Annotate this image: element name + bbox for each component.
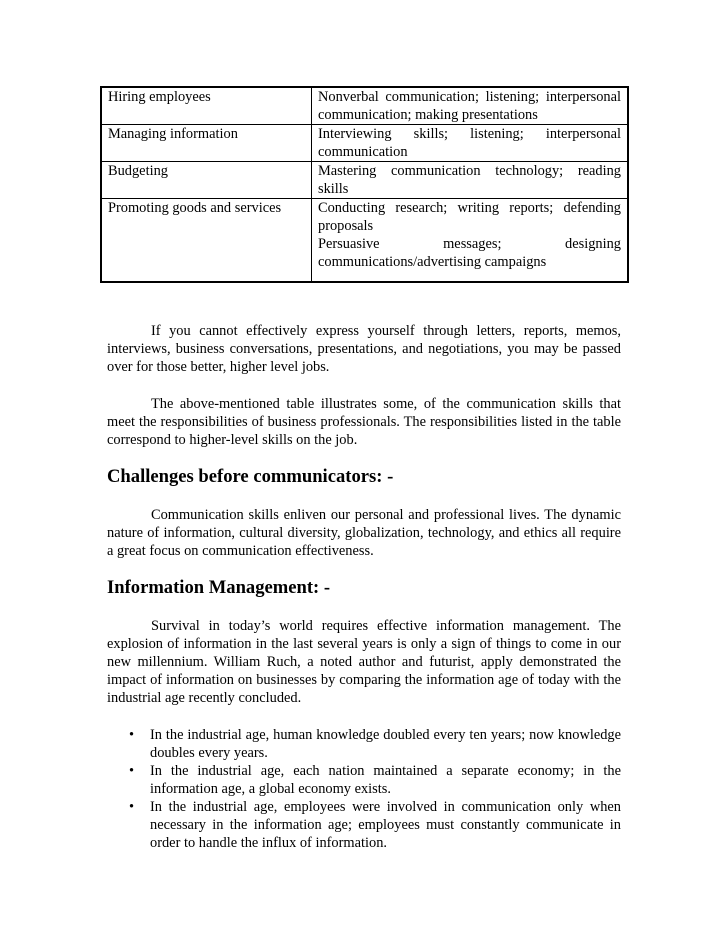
table-row <box>101 162 628 199</box>
responsibility-cell: Managing information <box>101 125 312 162</box>
skills-line-extra: Persuasive messages; designing communications/advertising campaigns <box>318 236 621 270</box>
paragraph: The above-mentioned table illustrates some, of the communication skills that meet the responsibilities of business professionals. The responsibilities listed in the table correspond to higher-level skills on the job. <box>107 396 621 448</box>
table-row <box>101 87 628 125</box>
responsibility-cell: Promoting goods and services <box>101 199 312 283</box>
skills-cell: Mastering communication technology; reading skills <box>312 162 629 199</box>
list-item-text: In the industrial age, employees were involved in communication only when necessary in the information age; employees must constantly communicate in order to handle the influx of information. <box>150 799 621 851</box>
skills-cell: Nonverbal communication; listening; interpersonal communication; making presentations <box>312 87 629 125</box>
responsibilities-table <box>100 86 629 283</box>
section-heading: Challenges before communicators: - <box>107 466 394 487</box>
table-row <box>101 199 628 283</box>
list-item <box>107 726 621 762</box>
bullet-icon: • <box>129 727 135 743</box>
section-heading: Information Management: - <box>107 577 331 598</box>
skills-line: Conducting research; writing reports; defending proposals <box>318 200 621 234</box>
table-row <box>101 125 628 162</box>
list-item <box>107 762 621 798</box>
list-item-text: In the industrial age, each nation maintained a separate economy; in the information age, a global economy exists. <box>150 763 621 797</box>
paragraph: Communication skills enliven our personal and professional lives. The dynamic nature of information, cultural diversity, globalization, technology, and ethics all require a great focus on communication effectiveness. <box>107 507 621 559</box>
bullet-icon: • <box>129 799 135 815</box>
skills-cell <box>312 199 629 283</box>
bullet-icon: • <box>129 763 135 779</box>
list-item <box>107 798 621 852</box>
paragraph: Survival in today’s world requires effective information management. The explosion of information in the last several years is only a sign of things to come in our new millennium. William Ruch, a noted author and futurist, apply demonstrated the impact of information on businesses by comparing the information age of today with the industrial age recently concluded. <box>107 618 621 706</box>
paragraph: If you cannot effectively express yourself through letters, reports, memos, interviews, business conversations, presentations, and negotiations, you may be passed over for those better, higher level jobs. <box>107 323 621 375</box>
responsibility-cell: Budgeting <box>101 162 312 199</box>
bullet-list <box>107 726 621 852</box>
list-item-text: In the industrial age, human knowledge doubled every ten years; now knowledge doubles every years. <box>150 727 621 761</box>
responsibility-cell: Hiring employees <box>101 87 312 125</box>
skills-cell: Interviewing skills; listening; interpersonal communication <box>312 125 629 162</box>
